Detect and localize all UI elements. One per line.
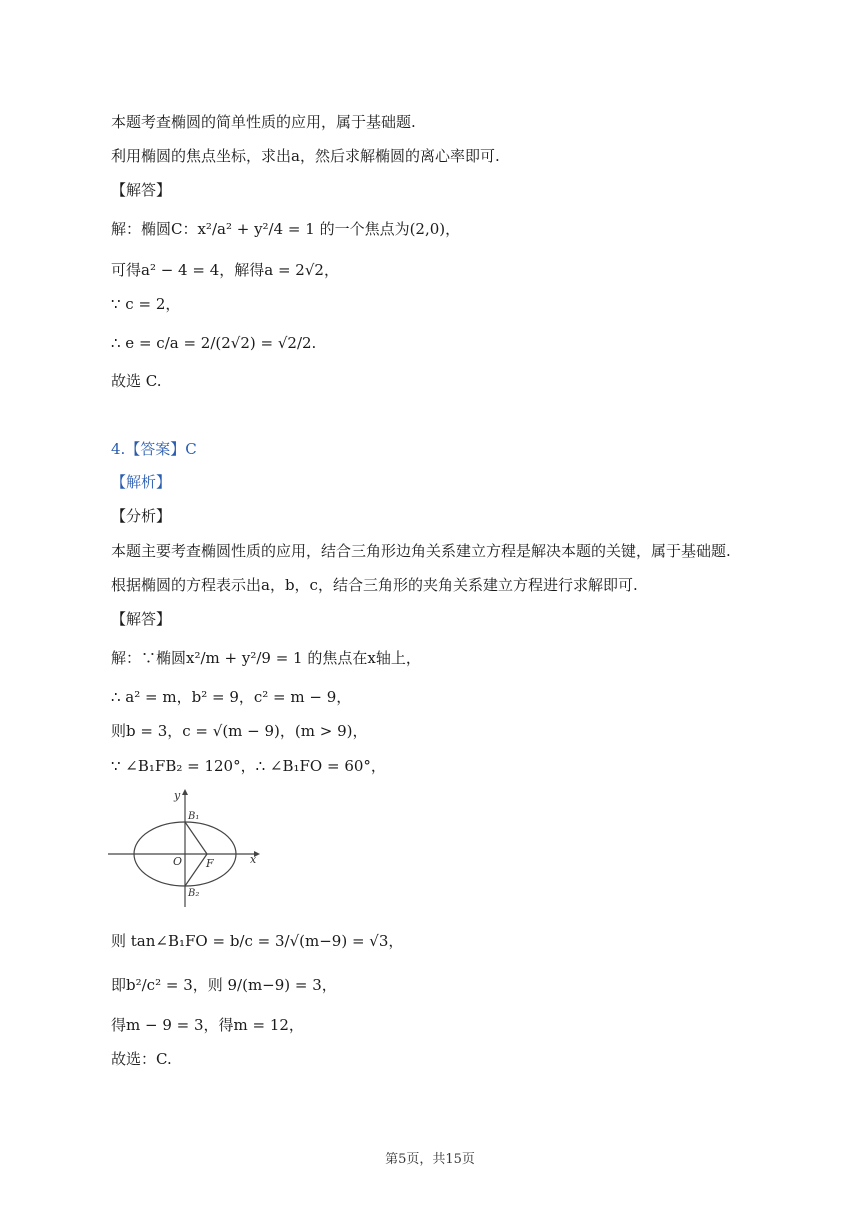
text-line: 根据椭圆的方程表示出a，b，c，结合三角形的夹角关系建立方程进行求解即可.: [111, 576, 638, 594]
label-b2: B₂: [188, 888, 200, 899]
math-line: 即b²/c² = 3，则 9/(m−9) = 3，: [111, 976, 337, 994]
text-line: 故选 C.: [111, 372, 162, 390]
math-line: ∴ a² = m，b² = 9，c² = m − 9，: [111, 688, 352, 706]
math-line: ∵ c = 2，: [111, 295, 181, 313]
ellipse-diagram: [106, 785, 266, 910]
text-line: 本题考查椭圆的简单性质的应用，属于基础题.: [111, 113, 416, 131]
text-line: 故选：C.: [111, 1050, 172, 1068]
math-line: ∴ e = c/a = 2/(2√2) = √2/2.: [111, 334, 317, 352]
answer-heading: 4.【答案】C: [111, 440, 197, 458]
label-y: y: [174, 789, 181, 802]
label-b1: B₁: [188, 811, 200, 822]
text-line: 利用椭圆的焦点坐标，求出a，然后求解椭圆的离心率即可.: [111, 147, 500, 165]
math-line: ∵ ∠B₁FB₂ = 120°，∴ ∠B₁FO = 60°，: [111, 757, 386, 775]
section-heading: 【解答】: [111, 181, 172, 199]
label-o: O: [173, 855, 183, 868]
section-heading: 【解析】: [111, 473, 172, 491]
label-x: x: [250, 853, 257, 866]
segment-f-b2: [185, 854, 207, 886]
page-number-footer: 第5页，共15页: [385, 1152, 475, 1167]
math-line: 则b = 3，c = √(m − 9)，(m > 9)，: [111, 722, 368, 740]
segment-b1-f: [185, 822, 207, 854]
math-line: 解：∵椭圆x²/m + y²/9 = 1 的焦点在x轴上，: [111, 649, 421, 667]
math-line: 得m − 9 = 3，得m = 12，: [111, 1016, 304, 1034]
math-line: 可得a² − 4 = 4，解得a = 2√2，: [111, 261, 339, 279]
math-line: 解：椭圆C：x²/a² + y²/4 = 1 的一个焦点为(2,0)，: [111, 220, 461, 238]
label-f: F: [206, 857, 214, 870]
math-line: 则 tan∠B₁FO = b/c = 3/√(m−9) = √3，: [111, 932, 404, 950]
section-heading: 【解答】: [111, 610, 172, 628]
y-axis-arrow: [182, 789, 188, 795]
text-line: 本题主要考查椭圆性质的应用，结合三角形边角关系建立方程是解决本题的关键，属于基础题.: [111, 542, 731, 560]
section-heading: 【分析】: [111, 507, 172, 525]
